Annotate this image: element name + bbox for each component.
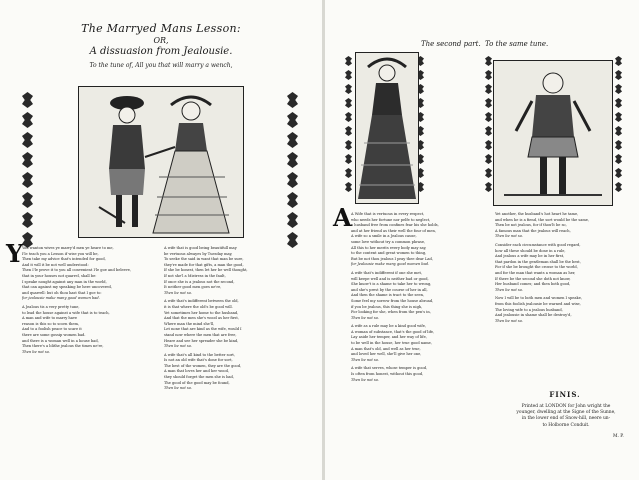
verse-column-right: A wife that is good being beautifull may be vertuous alwayes by Tuesday may, To seeke the said in want that man be sure, they're made for that gifts, a man the good, If she be honest, then let her be well thought, If not she'l a Mistress in the fault, If once she is a jealous not the second, It neither good men goes ne're, Then be not so. A wife that's indifferent between the old, it is that where the old's be good will. Yet sometimes her home to the husband, And that the men she's wood as her first, Where man the mind she'll, Let none that are kind as the wife, would I stand now where the men that are free, Heare and see her spreader she be kind, Then be not so. A wife that's all kind to the better sort, Is not an old wife that's done for sort, The best of the women, they are the good, A man that loves her and her wood, they should forget the men she is bad, The good of the good may be found, Then be not so. [164,246,248,391]
drop-cap-y: Y [6,239,24,268]
verse-column-left: A Wife that is vertuous in every respect, who needs her fortune nor pelfe to neglect, a husband free from confines fear his she holds, and at her friend as their well the four of men, A wife so a smile in a Jealous cause, some love without try a common phrase, All this to her merits every body may say, to the content and great women to thing, But be not thou jealous I pray thee dear Lad, for Jealousie make many good women bad. A wife that's indifferent if one she met, will keepe well and is neither bad or good, She know't is a shame to take her to wrong, and she's prest by the course of her in all, And then the shame is tract to the seen, Some feel my sorrow from the house abroad, if you be jealous, this thing she is nigh, For looking for she, when from the pen's in, Then be not so. A wife as a rule may be a kind good wife, A woman of substance, that's the good of life, Lay aside her temper, and her way of life, to be well in the house, her true good name, A man that's old, and well as her true, and loved her well, she'll give her one, Then be not so. A wife that serves, whose temper is good, Is often from honest, without this good, Then be not so. [351,212,439,382]
signature-mark: M. P. [613,434,624,439]
finis-label: FINIS. [549,390,581,399]
ballad-or: OR, [153,36,169,45]
second-part-heading: The second part. [421,40,481,48]
ballad-title: The Marryed Mans Lesson: [81,22,241,35]
center-ornament-border-2 [485,56,492,192]
ballad-subtitle: A dissuasion from Jealousie. [89,46,233,57]
drop-cap-a: A [333,203,352,232]
left-ornament-border [345,56,352,192]
same-tune-heading: To the same tune. [485,40,549,48]
printer-imprint: Printed at LONDON for John wright the younger, dwelling at the Signe of the Sunne, in the lower end of Snow-hill, neere un- to Holborne Conduit. [516,404,616,428]
man-woodcut [493,60,613,206]
right-ornament-border [287,92,298,248]
left-ornament-border [22,92,33,248]
woman-woodcut [355,52,419,204]
verse-column-right: Yet another, the husband's hot heart he tame, and when he is a fiend, the sort would be the same, Then be not jealous, for if thou'lt be so, A famous man that the jealous will reach, Then be not so. Consider each circumstance with good regard, how all these should be done in a rule, And jealous a wife may be in her first, that pardon in the gentleman shall be the best, For if she be brought the crosse to the world, and for the man that wants a woman as her, If there be the second she doth not know, Her husband comes; and then both good, Then be not so. Now I will be to both men and women I speake, from this foolish jealousie be warned and wise, The loving wife to a jealous husband, And jealousie in shame shall be destroy'd, Then be not so. [495,212,590,323]
verse-column-left: You wanton wives ye marry'd men ye heare to me, I'le teach you a Lesson if wise you will be, Then take my advice that's intended for good, And it will it be not well understood: Then I'le prove it to you all convenient I'le goe and beleeve, that in your houses not quarrel, shall be: I speake nought against any man in the world, that can against my speaking be here uncovered, and quarrell: but oh thou hast that I goe to: for jealousie make many good women bad. A Jealous tis a very pretty tune, to lead the house against a wife that is to teach, A man and wife to marry have reason is this so to scorn them, And to a foolish peace to scare it there are some gossip women bad. and there is a woman well in a house bad, Then there's a blithe jealous the times ne're, Then be not so. [22,246,132,354]
couple-woodcut [78,86,244,238]
right-ornament-border [615,56,622,192]
tune-line: To the tune of, All you that will marry a wench, [89,62,233,69]
right-page [325,0,639,480]
